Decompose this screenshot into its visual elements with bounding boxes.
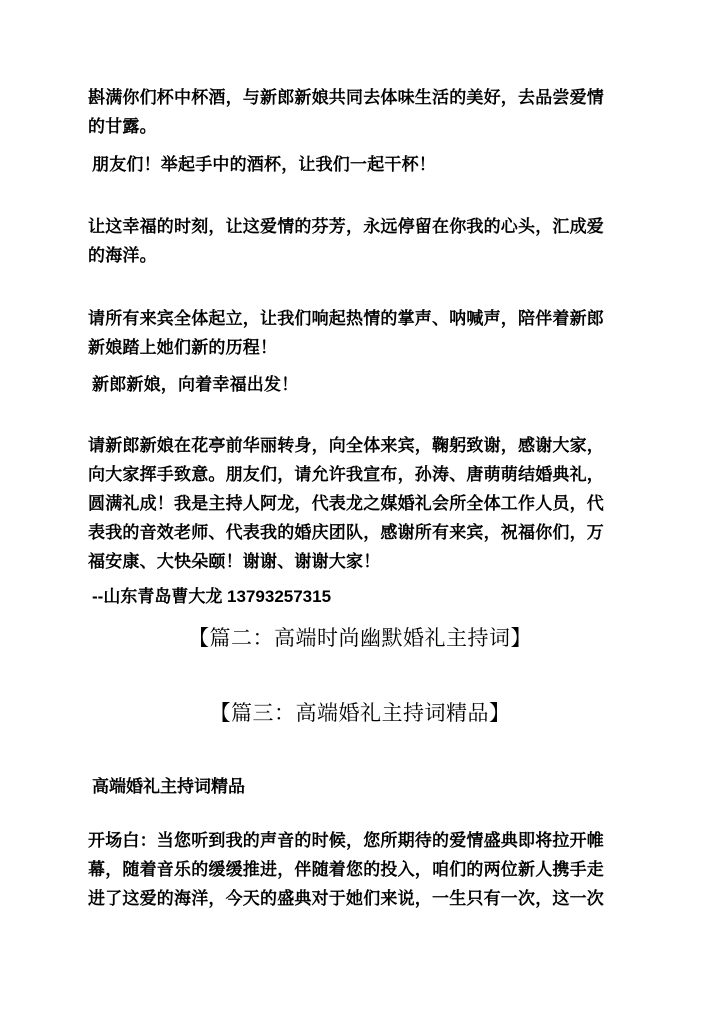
text-line: 新郎新娘，向着幸福出发！ <box>92 375 299 395</box>
text-line: 斟满你们杯中杯酒，与新郎新娘共同去体味生活的美好，去品尝爱情 <box>88 88 604 108</box>
paragraph-cheers <box>92 151 638 180</box>
text-line: 进了这爱的海洋，今天的盛典对于她们来说，一生只有一次，这一次 <box>88 889 604 909</box>
text-line: 让这幸福的时刻，让这爱情的芬芳，永远停留在你我的心头，汇成爱 <box>88 217 604 237</box>
paragraph-set-off <box>92 371 638 400</box>
text-line: 圆满礼成！我是主持人阿龙，代表龙之媒婚礼会所全体工作人员，代 <box>88 494 604 514</box>
text-line: 的甘露。 <box>88 117 157 137</box>
text-line: 幕，随着音乐的缓缓推进，伴随着您的投入，咱们的两位新人携手走 <box>88 860 604 880</box>
section-heading-part2: 【篇二：高端时尚幽默婚礼主持词】 <box>188 626 532 650</box>
paragraph-moment <box>88 213 634 271</box>
subheading: 高端婚礼主持词精品 <box>92 777 245 797</box>
text-line: 请所有来宾全体起立，让我们响起热情的掌声、呐喊声，陪伴着新郎 <box>88 309 604 329</box>
text-line: 福安康、大快朵颐！谢谢、谢谢大家！ <box>88 552 381 572</box>
paragraph-stand-up <box>88 305 634 363</box>
paragraph-toast <box>88 84 634 142</box>
text-line: 朋友们！举起手中的酒杯，让我们一起干杯！ <box>92 155 436 175</box>
text-line: 的海洋。 <box>88 246 157 266</box>
text-line: 向大家挥手致意。朋友们，请允许我宣布，孙涛、唐萌萌结婚典礼， <box>88 465 604 485</box>
author-signature: --山东青岛曹大龙 13793257315 <box>92 587 332 606</box>
paragraph-opening <box>88 827 634 914</box>
text-line: 开场白：当您听到我的声音的时候，您所期待的爱情盛典即将拉开帷 <box>88 831 604 851</box>
paragraph-closing <box>88 432 634 577</box>
text-line: 表我的音效老师、代表我的婚庆团队，感谢所有来宾，祝福你们，万 <box>88 523 604 543</box>
text-line: 新娘踏上她们新的历程！ <box>88 338 278 358</box>
text-line: 请新郎新娘在花亭前华丽转身，向全体来宾，鞠躬致谢，感谢大家， <box>88 436 604 456</box>
section-heading-part3: 【篇三：高端婚礼主持词精品】 <box>209 701 511 725</box>
